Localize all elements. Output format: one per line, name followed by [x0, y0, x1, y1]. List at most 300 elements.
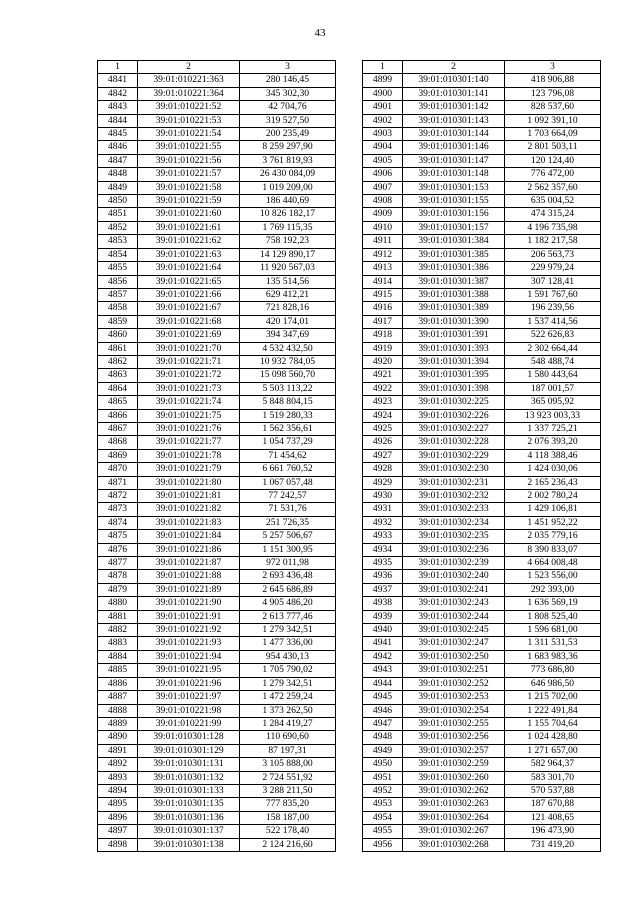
table-row: [363, 624, 601, 637]
cell-cadastral-number: 39:01:010301:131: [138, 758, 240, 771]
cell-index: 4944: [363, 677, 403, 690]
table-row: [98, 557, 336, 570]
column-header-value: 3: [505, 61, 601, 74]
table-row: [98, 624, 336, 637]
cell-index: 4923: [363, 396, 403, 409]
cell-value: 731 419,20: [505, 838, 601, 851]
cell-cadastral-number: 39:01:010221:62: [138, 235, 240, 248]
cell-index: 4942: [363, 650, 403, 663]
table-row: [363, 798, 601, 811]
cell-index: 4954: [363, 811, 403, 824]
table-row: [98, 691, 336, 704]
cell-value: 776 472,00: [505, 168, 601, 181]
cell-cadastral-number: 39:01:010301:391: [403, 329, 505, 342]
table-row: [363, 557, 601, 570]
cell-cadastral-number: 39:01:010302:225: [403, 396, 505, 409]
cell-index: 4892: [98, 758, 138, 771]
table-row: [363, 784, 601, 797]
cell-value: 2 724 551,92: [240, 771, 336, 784]
cell-index: 4953: [363, 798, 403, 811]
table-row: [98, 543, 336, 556]
column-header-index: 1: [98, 61, 138, 74]
cell-cadastral-number: 39:01:010301:140: [403, 74, 505, 87]
cell-value: 1 054 737,29: [240, 436, 336, 449]
cell-index: 4903: [363, 128, 403, 141]
cell-index: 4841: [98, 74, 138, 87]
table-row: [98, 771, 336, 784]
cell-cadastral-number: 39:01:010221:68: [138, 315, 240, 328]
cell-cadastral-number: 39:01:010302:240: [403, 570, 505, 583]
table-row: [98, 409, 336, 422]
cell-value: 1 591 767,60: [505, 288, 601, 301]
cell-cadastral-number: 39:01:010221:363: [138, 74, 240, 87]
cell-index: 4879: [98, 583, 138, 596]
cell-value: 87 197,31: [240, 744, 336, 757]
cell-value: 110 690,60: [240, 731, 336, 744]
cell-value: 123 796,08: [505, 87, 601, 100]
cell-index: 4900: [363, 87, 403, 100]
cell-cadastral-number: 39:01:010221:66: [138, 288, 240, 301]
cell-value: 635 004,52: [505, 195, 601, 208]
cell-value: 2 302 664,44: [505, 342, 601, 355]
cell-cadastral-number: 39:01:010301:148: [403, 168, 505, 181]
cell-cadastral-number: 39:01:010221:81: [138, 490, 240, 503]
cell-value: 307 128,41: [505, 275, 601, 288]
cell-value: 1 451 952,22: [505, 516, 601, 529]
cell-value: 1 636 569,19: [505, 597, 601, 610]
cell-cadastral-number: 39:01:010301:384: [403, 235, 505, 248]
table-row: [363, 288, 601, 301]
cell-cadastral-number: 39:01:010221:96: [138, 677, 240, 690]
cell-value: 1 222 491,84: [505, 704, 601, 717]
table-row: [98, 825, 336, 838]
cell-index: 4877: [98, 557, 138, 570]
cell-value: 954 430,13: [240, 650, 336, 663]
cell-index: 4908: [363, 195, 403, 208]
cell-cadastral-number: 39:01:010302:259: [403, 758, 505, 771]
table-row: [363, 463, 601, 476]
cell-value: 3 288 211,50: [240, 784, 336, 797]
table-row: [98, 315, 336, 328]
cell-index: 4858: [98, 302, 138, 315]
cell-value: 394 347,69: [240, 329, 336, 342]
cell-cadastral-number: 39:01:010221:71: [138, 355, 240, 368]
cell-cadastral-number: 39:01:010302:268: [403, 838, 505, 851]
cell-cadastral-number: 39:01:010302:253: [403, 691, 505, 704]
cell-index: 4910: [363, 221, 403, 234]
table-row: [363, 650, 601, 663]
cell-value: 3 761 819,93: [240, 154, 336, 167]
table-row: [363, 87, 601, 100]
cell-value: 8 259 297,90: [240, 141, 336, 154]
table-row: [98, 101, 336, 114]
cell-index: 4881: [98, 610, 138, 623]
cell-index: 4949: [363, 744, 403, 757]
table-body-left: [98, 74, 336, 852]
table-row: [363, 570, 601, 583]
cell-index: 4870: [98, 463, 138, 476]
cell-cadastral-number: 39:01:010302:260: [403, 771, 505, 784]
cell-index: 4844: [98, 114, 138, 127]
cell-index: 4868: [98, 436, 138, 449]
table-row: [363, 731, 601, 744]
cell-value: 120 124,40: [505, 154, 601, 167]
cell-cadastral-number: 39:01:010301:146: [403, 141, 505, 154]
cell-cadastral-number: 39:01:010302:247: [403, 637, 505, 650]
cell-value: 251 726,35: [240, 516, 336, 529]
table-row: [98, 650, 336, 663]
cell-value: 2 124 216,60: [240, 838, 336, 851]
cell-cadastral-number: 39:01:010302:228: [403, 436, 505, 449]
cell-value: 1 769 115,35: [240, 221, 336, 234]
cell-index: 4889: [98, 717, 138, 730]
table-row: [363, 101, 601, 114]
cell-index: 4885: [98, 664, 138, 677]
cell-index: 4846: [98, 141, 138, 154]
table-row: [98, 838, 336, 851]
cell-cadastral-number: 39:01:010301:385: [403, 248, 505, 261]
cell-value: 42 704,76: [240, 101, 336, 114]
table-row: [98, 382, 336, 395]
cell-value: 14 129 890,17: [240, 248, 336, 261]
table-row: [363, 154, 601, 167]
table-row: [363, 744, 601, 757]
cell-value: 773 686,80: [505, 664, 601, 677]
cell-cadastral-number: 39:01:010221:53: [138, 114, 240, 127]
cell-index: 4850: [98, 195, 138, 208]
cell-index: 4894: [98, 784, 138, 797]
table-row: [363, 235, 601, 248]
cell-cadastral-number: 39:01:010302:226: [403, 409, 505, 422]
cell-index: 4848: [98, 168, 138, 181]
cell-index: 4917: [363, 315, 403, 328]
table-row: [98, 262, 336, 275]
cell-cadastral-number: 39:01:010302:229: [403, 449, 505, 462]
cell-index: 4939: [363, 610, 403, 623]
page-number: 43: [314, 27, 326, 39]
cell-index: 4867: [98, 422, 138, 435]
table-row: [98, 114, 336, 127]
cell-index: 4913: [363, 262, 403, 275]
cell-cadastral-number: 39:01:010302:250: [403, 650, 505, 663]
cell-index: 4905: [363, 154, 403, 167]
cell-value: 1 562 356,61: [240, 422, 336, 435]
cell-value: 4 196 735,98: [505, 221, 601, 234]
cell-value: 1 092 391,10: [505, 114, 601, 127]
registry-table-right: [362, 60, 601, 852]
cell-cadastral-number: 39:01:010301:143: [403, 114, 505, 127]
cell-value: 4 118 388,46: [505, 449, 601, 462]
column-header-index: 1: [363, 61, 403, 74]
cell-cadastral-number: 39:01:010221:95: [138, 664, 240, 677]
cell-cadastral-number: 39:01:010301:135: [138, 798, 240, 811]
cell-index: 4919: [363, 342, 403, 355]
cell-value: 4 664 008,48: [505, 557, 601, 570]
table-row: [363, 490, 601, 503]
cell-value: 1 705 790,02: [240, 664, 336, 677]
table-row: [98, 302, 336, 315]
cell-index: 4906: [363, 168, 403, 181]
table-row: [98, 530, 336, 543]
table-row: [98, 664, 336, 677]
cell-value: 3 105 888,00: [240, 758, 336, 771]
table-row: [98, 490, 336, 503]
cell-cadastral-number: 39:01:010221:79: [138, 463, 240, 476]
cell-cadastral-number: 39:01:010221:99: [138, 717, 240, 730]
cell-value: 187 670,88: [505, 798, 601, 811]
table-row: [363, 168, 601, 181]
cell-cadastral-number: 39:01:010221:57: [138, 168, 240, 181]
table-row: [363, 262, 601, 275]
cell-index: 4864: [98, 382, 138, 395]
table-row: [98, 677, 336, 690]
cell-index: 4922: [363, 382, 403, 395]
table-row: [98, 637, 336, 650]
cell-cadastral-number: 39:01:010221:63: [138, 248, 240, 261]
table-row: [98, 758, 336, 771]
table-row: [98, 744, 336, 757]
cell-index: 4860: [98, 329, 138, 342]
table-row: [98, 369, 336, 382]
cell-index: 4874: [98, 516, 138, 529]
cell-cadastral-number: 39:01:010221:67: [138, 302, 240, 315]
cell-cadastral-number: 39:01:010302:244: [403, 610, 505, 623]
cell-index: 4912: [363, 248, 403, 261]
cell-cadastral-number: 39:01:010302:241: [403, 583, 505, 596]
cell-value: 972 011,98: [240, 557, 336, 570]
cell-value: 158 187,00: [240, 811, 336, 824]
cell-index: 4847: [98, 154, 138, 167]
cell-cadastral-number: 39:01:010302:227: [403, 422, 505, 435]
cell-index: 4945: [363, 691, 403, 704]
cell-index: 4928: [363, 463, 403, 476]
cell-value: 1 311 531,53: [505, 637, 601, 650]
cell-cadastral-number: 39:01:010221:69: [138, 329, 240, 342]
cell-value: 4 532 432,50: [240, 342, 336, 355]
cell-cadastral-number: 39:01:010302:251: [403, 664, 505, 677]
table-row: [98, 168, 336, 181]
cell-index: 4876: [98, 543, 138, 556]
cell-index: 4937: [363, 583, 403, 596]
cell-index: 4899: [363, 74, 403, 87]
cell-cadastral-number: 39:01:010302:234: [403, 516, 505, 529]
table-row: [363, 382, 601, 395]
cell-index: 4862: [98, 355, 138, 368]
cell-value: 1 472 259,24: [240, 691, 336, 704]
cell-cadastral-number: 39:01:010301:142: [403, 101, 505, 114]
cell-index: 4855: [98, 262, 138, 275]
cell-index: 4898: [98, 838, 138, 851]
cell-cadastral-number: 39:01:010302:262: [403, 784, 505, 797]
cell-value: 319 527,50: [240, 114, 336, 127]
cell-value: 196 473,90: [505, 825, 601, 838]
cell-value: 646 986,50: [505, 677, 601, 690]
cell-value: 10 932 784,05: [240, 355, 336, 368]
cell-index: 4890: [98, 731, 138, 744]
table-row: [363, 691, 601, 704]
cell-index: 4871: [98, 476, 138, 489]
cell-index: 4931: [363, 503, 403, 516]
cell-index: 4918: [363, 329, 403, 342]
cell-value: 71 531,76: [240, 503, 336, 516]
cell-value: 280 146,45: [240, 74, 336, 87]
cell-value: 2 035 779,16: [505, 530, 601, 543]
cell-index: 4883: [98, 637, 138, 650]
cell-value: 1 182 217,58: [505, 235, 601, 248]
table-row: [98, 436, 336, 449]
cell-cadastral-number: 39:01:010302:255: [403, 717, 505, 730]
cell-value: 2 165 236,43: [505, 476, 601, 489]
table-row: [363, 74, 601, 87]
cell-value: 2 801 503,11: [505, 141, 601, 154]
cell-cadastral-number: 39:01:010221:52: [138, 101, 240, 114]
table-row: [98, 181, 336, 194]
cell-value: 1 337 725,21: [505, 422, 601, 435]
table-row: [363, 114, 601, 127]
cell-index: 4914: [363, 275, 403, 288]
cell-value: 1 215 702,00: [505, 691, 601, 704]
table-row: [98, 74, 336, 87]
cell-cadastral-number: 39:01:010301:153: [403, 181, 505, 194]
cell-cadastral-number: 39:01:010302:230: [403, 463, 505, 476]
table-row: [363, 369, 601, 382]
table-row: [363, 342, 601, 355]
cell-value: 10 826 182,17: [240, 208, 336, 221]
table-row: [98, 87, 336, 100]
table-row: [363, 396, 601, 409]
cell-cadastral-number: 39:01:010301:393: [403, 342, 505, 355]
cell-cadastral-number: 39:01:010301:129: [138, 744, 240, 757]
table-row: [363, 128, 601, 141]
table-row: [363, 355, 601, 368]
table-row: [363, 758, 601, 771]
cell-cadastral-number: 39:01:010221:61: [138, 221, 240, 234]
cell-value: 200 235,49: [240, 128, 336, 141]
cell-index: 4880: [98, 597, 138, 610]
table-row: [98, 195, 336, 208]
table-row: [363, 302, 601, 315]
cell-value: 187 001,57: [505, 382, 601, 395]
cell-index: 4845: [98, 128, 138, 141]
cell-index: 4852: [98, 221, 138, 234]
cell-cadastral-number: 39:01:010221:89: [138, 583, 240, 596]
table-row: [98, 784, 336, 797]
table-row: [363, 516, 601, 529]
cell-value: 345 302,30: [240, 87, 336, 100]
table-row: [98, 798, 336, 811]
cell-cadastral-number: 39:01:010221:94: [138, 650, 240, 663]
cell-value: 186 440,69: [240, 195, 336, 208]
cell-value: 1 155 704,64: [505, 717, 601, 730]
cell-index: 4851: [98, 208, 138, 221]
cell-index: 4869: [98, 449, 138, 462]
table-row: [363, 543, 601, 556]
table-row: [363, 221, 601, 234]
cell-value: 1 373 262,50: [240, 704, 336, 717]
table-row: [363, 771, 601, 784]
cell-value: 721 828,16: [240, 302, 336, 315]
cell-cadastral-number: 39:01:010221:364: [138, 87, 240, 100]
table-row: [98, 811, 336, 824]
cell-index: 4934: [363, 543, 403, 556]
cell-cadastral-number: 39:01:010221:58: [138, 181, 240, 194]
cell-value: 1 279 342,51: [240, 677, 336, 690]
cell-index: 4857: [98, 288, 138, 301]
cell-value: 1 580 443,64: [505, 369, 601, 382]
cell-index: 4886: [98, 677, 138, 690]
cell-index: 4902: [363, 114, 403, 127]
cell-value: 1 808 525,40: [505, 610, 601, 623]
cell-cadastral-number: 39:01:010301:157: [403, 221, 505, 234]
cell-value: 758 192,23: [240, 235, 336, 248]
cell-cadastral-number: 39:01:010221:84: [138, 530, 240, 543]
cell-value: 2 076 393,20: [505, 436, 601, 449]
table-row: [363, 717, 601, 730]
cell-cadastral-number: 39:01:010301:398: [403, 382, 505, 395]
table-row: [98, 717, 336, 730]
cell-cadastral-number: 39:01:010221:74: [138, 396, 240, 409]
cell-index: 4901: [363, 101, 403, 114]
cell-cadastral-number: 39:01:010221:92: [138, 624, 240, 637]
cell-cadastral-number: 39:01:010301:386: [403, 262, 505, 275]
cell-value: 1 703 664,09: [505, 128, 601, 141]
cell-value: 135 514,56: [240, 275, 336, 288]
cell-index: 4955: [363, 825, 403, 838]
cell-cadastral-number: 39:01:010301:137: [138, 825, 240, 838]
cell-value: 71 454,62: [240, 449, 336, 462]
cell-index: 4875: [98, 530, 138, 543]
table-row: [98, 704, 336, 717]
cell-cadastral-number: 39:01:010221:88: [138, 570, 240, 583]
column-header-cadastral-number: 2: [403, 61, 505, 74]
table-row: [363, 141, 601, 154]
table-row: [363, 275, 601, 288]
cell-cadastral-number: 39:01:010221:86: [138, 543, 240, 556]
table-row: [363, 838, 601, 851]
cell-index: 4930: [363, 490, 403, 503]
table-row: [363, 677, 601, 690]
cell-cadastral-number: 39:01:010221:87: [138, 557, 240, 570]
cell-value: 1 429 106,81: [505, 503, 601, 516]
cell-index: 4940: [363, 624, 403, 637]
cell-cadastral-number: 39:01:010221:65: [138, 275, 240, 288]
cell-value: 5 503 113,22: [240, 382, 336, 395]
cell-value: 1 067 057,48: [240, 476, 336, 489]
cell-index: 4932: [363, 516, 403, 529]
table-row: [363, 530, 601, 543]
cell-cadastral-number: 39:01:010221:78: [138, 449, 240, 462]
cell-value: 1 019 209,00: [240, 181, 336, 194]
cell-value: 570 537,88: [505, 784, 601, 797]
cell-value: 121 408,65: [505, 811, 601, 824]
cell-index: 4921: [363, 369, 403, 382]
cell-index: 4865: [98, 396, 138, 409]
cell-index: 4933: [363, 530, 403, 543]
table-row: [363, 811, 601, 824]
table-row: [98, 503, 336, 516]
cell-index: 4863: [98, 369, 138, 382]
table-row: [98, 275, 336, 288]
cell-cadastral-number: 39:01:010302:252: [403, 677, 505, 690]
table-row: [363, 664, 601, 677]
cell-value: 522 626,83: [505, 329, 601, 342]
cell-value: 292 393,00: [505, 583, 601, 596]
cell-index: 4925: [363, 422, 403, 435]
cell-index: 4882: [98, 624, 138, 637]
table-row: [98, 463, 336, 476]
cell-value: 26 430 084,09: [240, 168, 336, 181]
cell-value: 1 596 681,00: [505, 624, 601, 637]
